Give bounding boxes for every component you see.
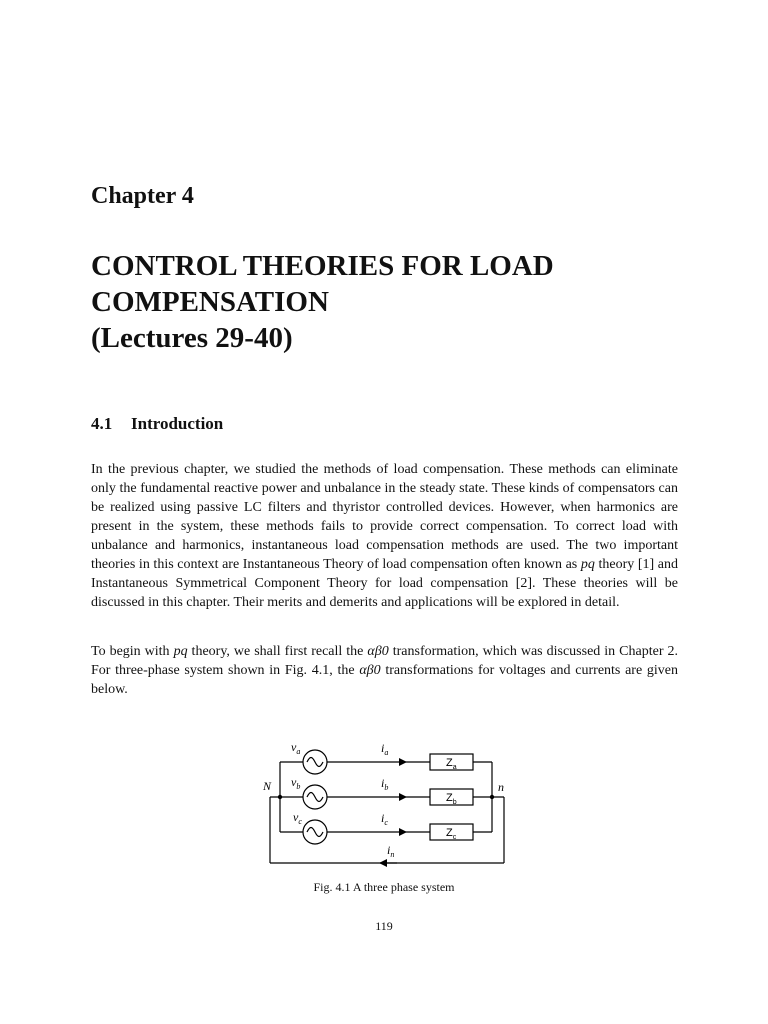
three-phase-circuit-figure: [255, 735, 515, 870]
label-vb: $v_b$: [291, 775, 301, 791]
chapter-title: [91, 248, 691, 356]
text-run: To begin with: [91, 644, 174, 659]
text-run: transformation, which was discussed in Chapter 2. For three-phase system shown in Fig. 4.1, the: [91, 644, 678, 678]
label-ib: $i_b$: [381, 776, 389, 792]
text-run: theory, we shall first recall the: [187, 644, 368, 659]
math-alpha-beta-zero: αβ0: [367, 644, 389, 659]
label-ic: $i_c$: [381, 811, 388, 827]
label-zc: $Z_c$: [446, 827, 457, 841]
label-za: $Z_a$: [446, 757, 457, 771]
label-node-N: N: [263, 779, 272, 793]
section-heading: [91, 414, 223, 434]
junction-dot: [278, 795, 282, 799]
math-alpha-beta-zero: αβ0: [359, 663, 381, 678]
text-run: transformations for voltages and currents are given below.: [91, 663, 678, 697]
label-va: $v_a$: [291, 740, 301, 756]
text-run: In the previous chapter, we studied the methods of load compensation. These methods can eliminate only the fundamental reactive power and unbalance in the steady state. These kinds of compensators can be realized using passive LC filters and thyristor controlled devices. However, when harmonics are present in the system, these methods fails to provide correct compensation. To correct load with unbalance and harmonics, instantaneous load compensation methods are used. The two important theories in this context are Instantaneous Theory of load compensation often known as: [91, 462, 678, 572]
math-pq: pq: [173, 644, 188, 659]
label-in: $i_n$: [387, 843, 395, 859]
text-run: theory [1] and Instantaneous Symmetrical Component Theory for load compensation [2]. These theories will be discussed in this chapter. Their merits and demerits and applications will be explored in detail.: [91, 557, 678, 610]
paragraph-introduction: [91, 460, 678, 612]
chapter-title-line: CONTROL THEORIES FOR LOAD: [91, 250, 554, 282]
section-number: 4.1: [91, 414, 113, 433]
math-pq: pq: [580, 557, 595, 572]
figure-caption: Fig. 4.1 A three phase system: [313, 880, 455, 894]
junction-dot: [490, 795, 494, 799]
chapter-title-line: (Lectures 29-40): [91, 322, 293, 354]
paragraph-pq-theory: [91, 642, 678, 699]
circuit-diagram: [255, 735, 515, 870]
chapter-label: Chapter 4: [91, 183, 194, 209]
label-ia: $i_a$: [381, 741, 389, 757]
chapter-title-line: COMPENSATION: [91, 286, 329, 318]
page-number: 119: [375, 919, 393, 933]
label-zb: $Z_b$: [446, 792, 457, 806]
label-node-n: n: [498, 780, 504, 794]
section-title: Introduction: [131, 414, 224, 433]
label-vc: $v_c$: [293, 810, 302, 826]
